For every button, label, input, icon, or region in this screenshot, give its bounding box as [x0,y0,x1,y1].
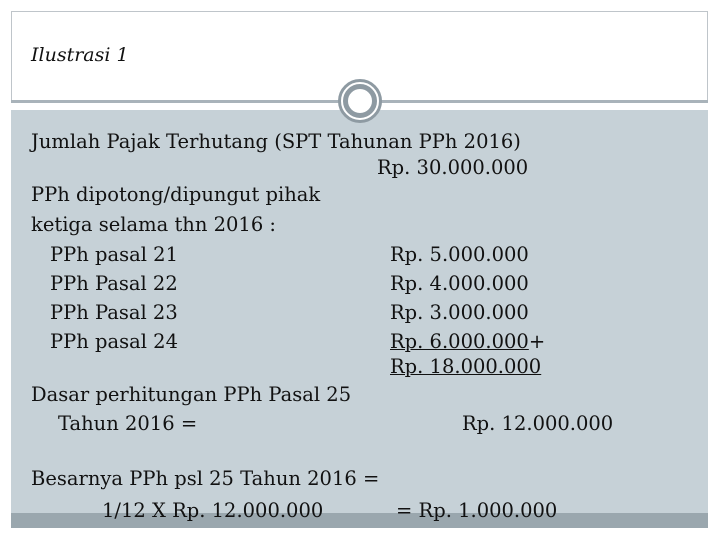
withheld-label-line2: ketiga selama thn 2016 : [31,213,277,236]
pasal24-amount-row [390,330,545,353]
ring-ornament-inner [343,84,377,118]
installment-formula: 1/12 X Rp. 12.000.000 [102,499,324,522]
pasal21-amount: Rp. 5.000.000 [390,243,529,266]
total-tax-label: Jumlah Pajak Terhutang (SPT Tahunan PPh 2016) [31,130,521,153]
basis-label: Dasar perhitungan PPh Pasal 25 [31,383,352,406]
pasal22-label: PPh Pasal 22 [50,272,178,295]
pasal24-label: PPh pasal 24 [50,330,178,353]
plus-sign: + [528,330,546,353]
withheld-total-amount: Rp. 18.000.000 [390,355,542,378]
pasal23-amount: Rp. 3.000.000 [390,301,529,324]
total-tax-amount: Rp. 30.000.000 [377,156,529,179]
pasal24-amount: Rp. 6.000.000 [390,330,529,353]
pasal21-label: PPh pasal 21 [50,243,178,266]
pasal22-amount: Rp. 4.000.000 [390,272,529,295]
basis-amount: Rp. 12.000.000 [462,412,614,435]
installment-label: Besarnya PPh psl 25 Tahun 2016 = [31,467,380,490]
pasal23-label: PPh Pasal 23 [50,301,178,324]
withheld-label-line1: PPh dipotong/dipungut pihak [31,183,321,206]
basis-year-label: Tahun 2016 = [58,412,198,435]
slide-title: Ilustrasi 1 [31,44,129,66]
installment-result: = Rp. 1.000.000 [396,499,558,522]
